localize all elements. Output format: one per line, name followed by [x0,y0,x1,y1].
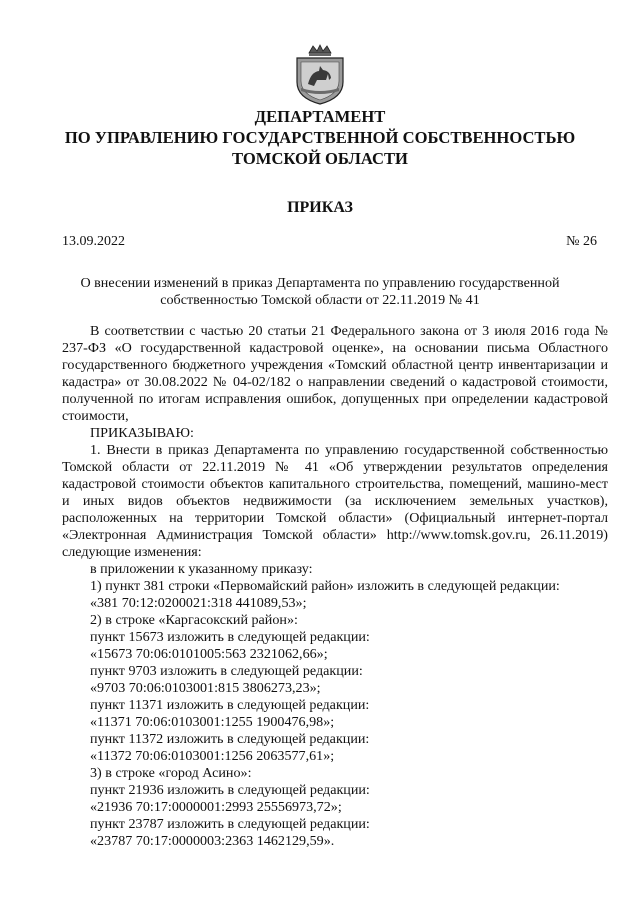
change-line: пункт 11371 изложить в следующей редакции: [90,697,370,713]
department-name-line-2: ПО УПРАВЛЕНИЮ ГОСУДАРСТВЕННОЙ СОБСТВЕННОСТЬЮ [64,128,576,147]
order-date: 13.09.2022 [62,234,125,249]
change-line: «381 70:12:0200021:318 441089,53»; [90,595,307,611]
change-line: пункт 11372 изложить в следующей редакции: [90,731,370,747]
change-line: «9703 70:06:0103001:815 3806273,23»; [90,680,321,696]
change-line: 1) пункт 381 строки «Первомайский район» изложить в следующей редакции: [90,578,560,594]
change-line: «15673 70:06:0101005:563 2321062,66»; [90,646,328,662]
department-name-line-1: ДЕПАРТАМЕНТ [254,107,386,126]
change-line: 3) в строке «город Асино»: [90,765,252,781]
change-line: «11371 70:06:0103001:1255 1900476,98»; [90,714,335,730]
change-line: пункт 9703 изложить в следующей редакции: [90,663,363,679]
orders-keyword: ПРИКАЗЫВАЮ: [90,425,194,441]
change-line: в приложении к указанному приказу: [90,561,313,577]
item-1-paragraph: 1. Внести в приказ Департамента по управлению государственной собственностью Томской области от 22.11.2019 № 41 «Об утверждении результатов определения кадастровой стоимости объектов капитального строительства, помещений, машино-мест и иных видов объектов недвижимости (за исключением земельных участков), расположенных на территории Томской области» (Официальный интернет-портал «Электронная Администрация Томской области» http://www.tomsk.gov.ru, 26.11.2019) следующие изменения: [62,442,608,560]
change-line: «11372 70:06:0103001:1256 2063577,61»; [90,748,335,764]
change-line: пункт 15673 изложить в следующей редакции: [90,629,370,645]
change-line: пункт 23787 изложить в следующей редакции: [90,816,370,832]
subject-line-1: О внесении изменений в приказ Департамента по управлению государственной [80,275,560,291]
coat-of-arms-icon [293,44,347,106]
preamble-paragraph: В соответствии с частью 20 статьи 21 Федерального закона от 3 июля 2016 года № 237-ФЗ «О государственной кадастровой оценке», на основании письма Областного государственного бюджетного учреждения «Томский областной центр инвентаризации и кадастра» от 30.08.2022 № 04-02/182 о направлении сведений о кадастровой стоимости, полученной по итогам исправления ошибок, допущенных при определении кадастровой стоимости, [62,323,608,424]
order-number: № 26 [566,234,597,249]
department-name-line-3: ТОМСКОЙ ОБЛАСТИ [232,149,408,168]
subject-line-2: собственностью Томской области от 22.11.2019 № 41 [160,292,480,308]
change-line: пункт 21936 изложить в следующей редакции: [90,782,370,798]
order-subject [80,275,560,309]
change-line: «23787 70:17:0000003:2363 1462129,59». [90,833,335,849]
change-line: «21936 70:17:0000001:2993 25556973,72»; [90,799,342,815]
order-title: ПРИКАЗ [287,199,353,216]
order-body [62,323,608,850]
change-line: 2) в строке «Каргасокский район»: [90,612,298,628]
